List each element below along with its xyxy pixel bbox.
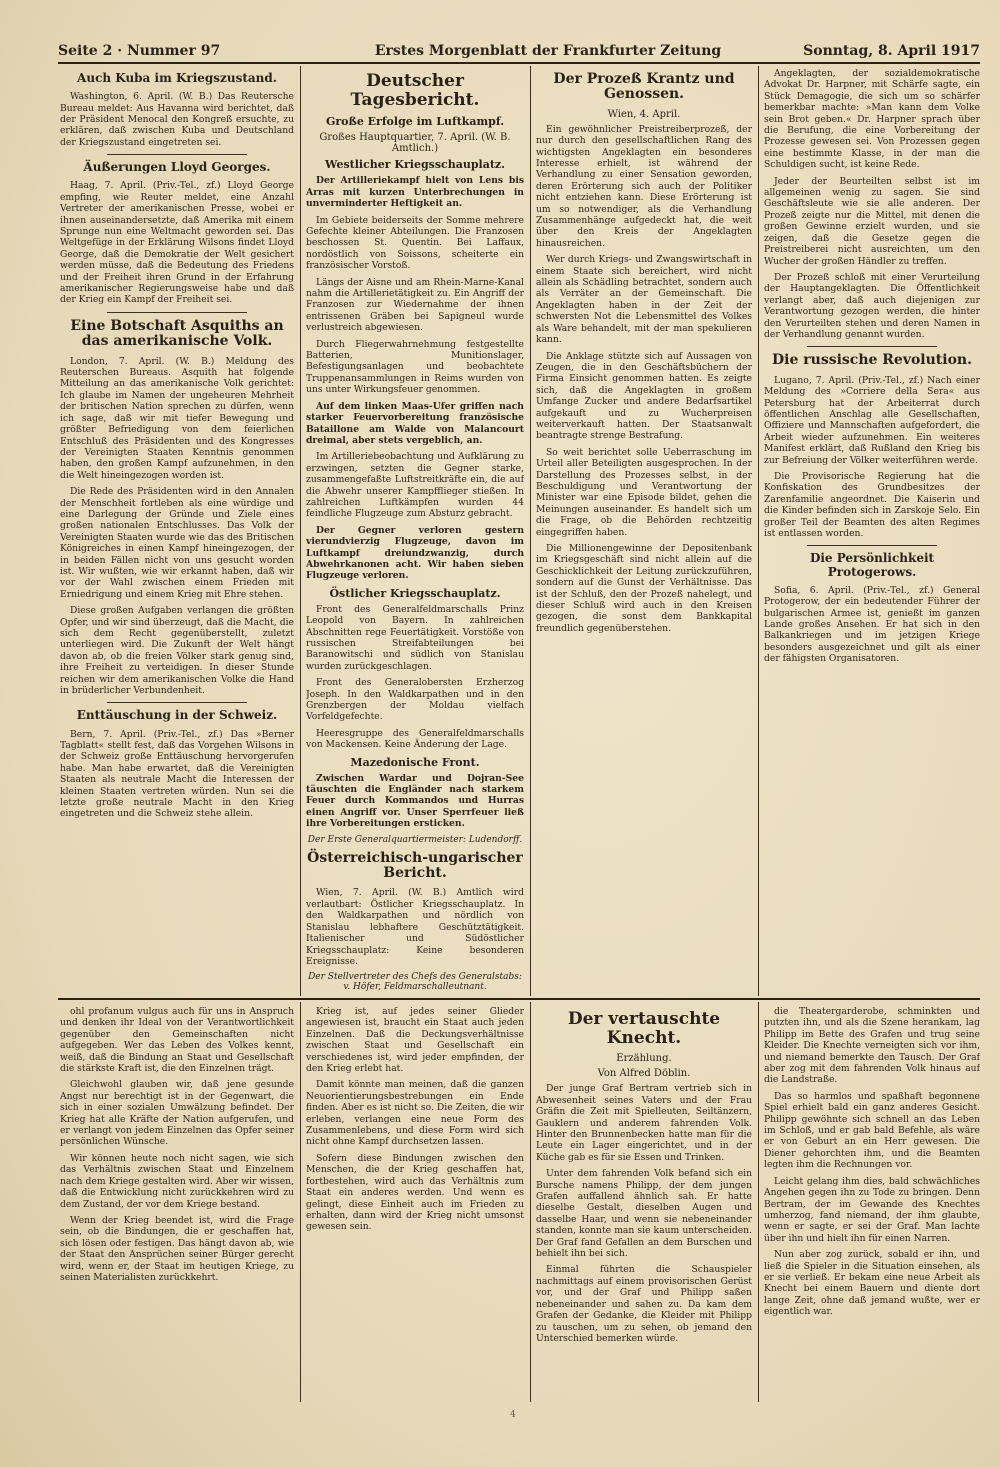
column-rule	[300, 66, 301, 996]
story-text: Der junge Graf Bertram vertrieb sich in Abwesenheit seines Vaters und der Frau Gräfin die Zeit mit Spielleuten, Seiltänzern, Gauklern und anderem fahrenden Volk. Hinter den Brunnenbecken hatte man für die Leute ein Lager eingerichtet, und in der Küche gab es für sie Essen und Trinken.	[536, 1083, 752, 1163]
article-text: Diese großen Aufgaben verlangen die größten Opfer, und wir sind überzeugt, daß die Macht, die sich dem Recht gegenüberstellt, zuletzt unterliegen wird. Die Zukunft der Welt hängt davon ab, ob die freien Völker stark genug sind, ihre Freiheit zu verteidigen. In dieser Stunde reichen wir dem amerikanischen Volke die Hand in brüderlicher Verbundenheit.	[60, 605, 294, 697]
masthead	[58, 40, 980, 64]
headline-prozess: Der Prozeß Krantz und Genossen.	[553, 71, 735, 103]
article-text: Die Anklage stützte sich auf Aussagen von Zeugen, die in den Geschäftsbüchern der Firma Einsicht genommen hatten. Es zeigte sich, daß die Angeklagten in großem Umfange Zucker und andere Bedarfsartikel aufgekauft und zu Wucherpreisen weiterverkauft hatten. Der Staatsanwalt beantragte strenge Bestrafung.	[536, 350, 752, 442]
headline-protogerow: Die Persönlichkeit Protogerows.	[809, 551, 935, 579]
article-text: Krieg ist, auf jedes seiner Glieder angewiesen ist, braucht ein Staat auch jeden Einzelnen. Daß die Deckungsverhältnisse zwischen Staat und Gesellschaft ein verschiedenes ist, wird jeder empfinden, der den Krieg erlebt hat.	[306, 1006, 524, 1075]
column-rule	[300, 1002, 301, 1402]
article-text: Im Gebiete beiderseits der Somme mehrere Gefechte kleiner Abteilungen. Die Franzosen beschossen St. Quentin. Bei Laffaux, nordöstlich von Soissons, scheiterte ein französischer Vorstoß.	[306, 214, 524, 272]
column-rule	[530, 1002, 531, 1402]
headline-oesterreich: Österreichisch-ungarischer Bericht.	[307, 849, 523, 882]
bottom-column-3	[536, 1006, 752, 1401]
article-text: Sofern diese Bindungen zwischen den Menschen, die der Krieg geschaffen hat, fortbestehen, wird auch das Verhältnis zum Staat ein anderes werden. Und wenn es gelingt, diese Einheit auch im Frieden zu erhalten, dann wird der Krieg nicht umsonst gewesen sein.	[306, 1152, 524, 1233]
article-text: ohl profanum vulgus auch für uns in Anspruch und denken ihr Ideal von der Verantwortlichkeit gegenüber den Gemeinschaften nicht aufgegeben. Wer das Leben des Volkes kennt, weiß, daß die Bindung an Staat und Gesellschaft die stärkste Kraft ist, die den Einzelnen trägt.	[60, 1006, 294, 1075]
article-text: Wir können heute noch nicht sagen, wie sich das Verhältnis zwischen Staat und Einzelnem nach dem Kriege gestalten wird. Aber wir wissen, daß die Entwicklung nicht zurückkehren wird zu dem Zustand, der vor dem Kriege bestand.	[60, 1152, 294, 1210]
headline-tagesbericht: Deutscher Tagesbericht.	[350, 71, 480, 110]
divider	[807, 346, 937, 347]
headline-lloyd-george: Äußerungen Lloyd Georges.	[83, 160, 271, 175]
column-2	[306, 68, 524, 993]
article-text: Im Artilleriebeobachtung und Aufklärung zu erzwingen, setzten die Gegner starke, zusammengefaßte Luftstreitkräfte ein, die auf die Abwehr unserer Kampfflieger stießen. In zahlreichen Luftkämpfen wurden 44 feindliche Flugzeuge zum Absturz gebracht.	[306, 451, 524, 520]
divider	[107, 702, 247, 703]
column-rule	[758, 66, 759, 996]
article-text: Zwischen Wardar und Dojran-See täuschten die Engländer nach starkem Feuer durch Kommandos und Hurras einen Angriff vor. Unser Sperrfeuer ließ ihre Vorbereitungen ersticken.	[306, 772, 524, 830]
article-text: Der Prozeß schloß mit einer Verurteilung der Hauptangeklagten. Die Öffentlichkeit verlangt aber, daß auch diejenigen zur Verantwortung gezogen werden, die hinter den Verurteilten stehen und deren Namen in der Verhandlung genannt wurden.	[764, 271, 980, 340]
article-text: Front des Generalobersten Erzherzog Joseph. In den Waldkarpathen und in den Grenzbergen der Moldau vielfach Vorfeldgefechte.	[306, 677, 524, 723]
article-text: Jeder der Beurteilten selbst ist im allgemeinen wenig zu sagen. Sie sind Geschäftsleute wie sie alle anderen. Der Prozeß zeigte nur die Mittel, mit denen die großen Gewinne erzielt wurden, und sie zeigen, daß die Gesetze gegen die Preistreiberei nicht ausreichten, um den Wucher der großen Händler zu treffen.	[764, 175, 980, 267]
signature: Der Erste Generalquartiermeister: Ludendorff.	[307, 834, 523, 845]
genre-label: Erzählung.	[616, 1053, 672, 1065]
article-text: Washington, 6. April. (W. B.) Das Reutersche Bureau meldet: Aus Havanna wird berichtet, daß der Präsident Menocal den Kongreß ersuchte, zu erklären, daß zwischen Kuba und Deutschland der Kriegszustand eingetreten sei.	[60, 91, 294, 148]
bottom-column-2	[306, 1006, 524, 1401]
page-and-issue-number: Seite 2 · Nummer 97	[58, 43, 221, 59]
newspaper-edition-title: Erstes Morgenblatt der Frankfurter Zeitung	[374, 43, 722, 59]
article-text: Ein gewöhnlicher Preistreiberprozeß, der nur durch den gesellschaftlichen Rang des wichtigsten Angeklagten ein besonderes Interesse erhielt, ist während der Verhandlung zu einer Sensation geworden, deren Erörterung sich auch der Politiker nicht entziehen kann. Diese Erörterung ist um so notwendiger, als die Verhandlung Zusammenhänge aufgedeckt hat, die weit über den Kreis der Angeklagten hinausreichen.	[536, 123, 752, 249]
article-text: Lugano, 7. April. (Priv.-Tel., zf.) Nach einer Meldung des »Corriere della Sera« aus Petersburg hat der Arbeiterrat durch öffentlichen Anschlag alle Gesellschaften, Offiziere und Mannschaften aufgefordert, die Arbeit wieder aufzunehmen. Ein weiteres Manifest erklärt, daß Rußland den Krieg bis zur Befreiung der Völker weiterführen werde.	[764, 374, 980, 466]
section-heading: Westlicher Kriegsschauplatz.	[325, 158, 505, 172]
column-4	[764, 68, 980, 993]
headline-russische-revolution: Die russische Revolution.	[772, 352, 972, 369]
article-text: Gleichwohl glauben wir, daß jene gesunde Angst nur berechtigt ist in der Gegenwart, die sich in einer sozialen Umwälzung befindet. Der Krieg hat alle Kräfte der Nation aufgerufen, und er verlangt von jedem Einzelnen das Opfer seiner persönlichen Wünsche.	[60, 1079, 294, 1148]
section-divider	[58, 998, 980, 1000]
article-text: Der Gegner verloren gestern vierundvierzig Flugzeuge, davon im Luftkampf dreiundzwanzig, durch Abwehrkanonen acht. Wir haben sieben Flugzeuge verloren.	[306, 524, 524, 582]
section-heading: Östlicher Kriegsschauplatz.	[329, 586, 501, 600]
article-text: Wien, 7. April. (W. B.) Amtlich wird verlautbart: Östlicher Kriegsschauplatz. In den Waldkarpathen und nördlich von Stanislau lebhaftere Geschütztätigkeit. Italienischer und Südöstlicher Kriegsschauplatz: Keine besonderen Ereignisse.	[306, 887, 524, 967]
story-text: Das so harmlos und spaßhaft begonnene Spiel erhielt bald ein ganz anderes Gesicht. Philipp gewöhnte sich schnell an das Leben im Schloß, und er gab bald Befehle, als wäre er von Geburt an ein Herr gewesen. Die Diener gehorchten ihm, und die Beamten legten ihm die Rechnungen vor.	[764, 1090, 980, 1171]
signature: Der Stellvertreter des Chefs des Generalstabs: v. Höfer, Feldmarschalleutnant.	[308, 972, 522, 993]
article-text: Die Rede des Präsidenten wird in den Annalen der Menschheit fortleben als eine würdige und eine Darlegung der Gründe und Ziele eines großen nationalen Entschlusses. Das Volk der Vereinigten Staaten wurde wie das des Britischen Königreiches in einen Kampf hineingezogen, der in beiden Fällen nicht von uns gesucht worden ist. Wir wußten, wie wir erkannt haben, daß wir vor der Wahl zwischen einem Frieden mit Erniedrigung und einem Krieg mit Ehre stehen.	[60, 486, 294, 600]
column-1	[60, 68, 294, 993]
issue-date: Sonntag, 8. April 1917	[803, 43, 980, 59]
article-text: London, 7. April. (W. B.) Meldung des Reuterschen Bureaus. Asquith hat folgende Mitteilung an das amerikanische Volk gerichtet: Ich glaube im Namen der ungeheuren Mehrheit der britischen Nation sprechen zu dürfen, wenn ich sage, daß wir mit tiefer Bewegung und größter Befriedigung von dem feierlichen Entschluß des Präsidenten und des Kongresses der Vereinigten Staaten Kenntnis genommen haben, den großen Kampf aufzunehmen, in den die Welt hineingezogen worden ist.	[60, 355, 294, 481]
headline-asquith: Eine Botschaft Asquiths an das amerikanische Volk.	[70, 317, 284, 350]
headline-schweiz: Enttäuschung in der Schweiz.	[76, 708, 278, 723]
divider	[107, 312, 247, 313]
section-heading: Mazedonische Front.	[350, 755, 480, 769]
bottom-column-1	[60, 1006, 294, 1401]
story-text: Einmal führten die Schauspieler nachmittags auf einem provisorischen Gerüst vor, und der Graf und Philipp saßen nebeneinander und sahen zu. Da kam dem Grafen der Gedanke, die Kleider mit Philipp zu tauschen, um zu sehen, ob jemand den Unterschied bemerken würde.	[536, 1264, 752, 1344]
article-text: Der Artilleriekampf hielt von Lens bis Arras mit kurzen Unterbrechungen in unverminderter Heftigkeit an.	[306, 175, 524, 210]
story-text: Leicht gelang ihm dies, bald schwächliches Angehen gegen ihn zu Tode zu bringen. Denn Bertram, der im Gewande des Knechtes umherzog, fand niemand, der ihm glaubte, wenn er sagte, er sei der Graf. Man lachte über ihn und hielt ihn für einen Narren.	[764, 1175, 980, 1244]
article-text: Haag, 7. April. (Priv.-Tel., zf.) Lloyd George empfing, wie Reuter meldet, eine Anzahl Vertreter der amerikanischen Presse, wobei er ihnen auseinandersetzte, daß Amerika mit einem Sprunge nun eine Weltmacht geworden sei. Das Weltgefüge in der Erklärung Wilsons findet Lloyd George, daß die Demokratie der Welt gesichert werden müsse, daß die Bedeutung des Friedens und der Freiheit ihren Grund in der Erfahrung amerikanischer Regierungsweise habe und daß der Krieg ein Kampf der Freiheit sei.	[60, 180, 294, 306]
column-3	[536, 68, 752, 993]
headline-kuba: Auch Kuba im Kriegszustand.	[77, 71, 277, 85]
page-number: 4	[510, 1410, 516, 1420]
divider	[807, 545, 937, 546]
article-text: Sofia, 6. April. (Priv.-Tel., zf.) General Protogerow, der ein bedeutender Führer der bulgarischen Armee ist, genießt im ganzen Lande großes Ansehen. Er hat sich in den Balkankriegen und im jetzigen Kriege besonders ausgezeichnet und gilt als einer der fähigsten Organisatoren.	[764, 584, 980, 665]
article-text: Front des Generalfeldmarschalls Prinz Leopold von Bayern. In zahlreichen Abschnitten rege Feuertätigkeit. Vorstöße von russischen Streifabteilungen bei Baranowitschi und südlich von Stanislau wurden zurückgeschlagen.	[306, 603, 524, 672]
column-rule	[758, 1002, 759, 1402]
article-text: Durch Fliegerwahrnehmung festgestellte Batterien, Munitionslager, Befestigungsanlagen und beobachtete Truppenansammlungen in Reims wurden von uns unter Wirkungsfeuer genommen.	[306, 338, 524, 396]
author-byline: Von Alfred Döblin.	[597, 1068, 691, 1080]
divider	[107, 154, 247, 155]
article-text: Die Provisorische Regierung hat die Konfiskation des Grundbesitzes der Zarenfamilie angeordnet. Die Kaiserin und die Kinder befinden sich in Zarskoje Selo. Ein großer Teil der Beamten des alten Regimes ist entlassen worden.	[764, 470, 980, 540]
article-text: Bern, 7. April. (Priv.-Tel., zf.) Das »Berner Tagblatt« stellt fest, daß das Vorgehen Wilsons in der Schweiz große Enttäuschung hervorgerufen habe. Man habe erwartet, daß die Vereinigten Staaten als neutrale Macht die Interessen der kleinen Staaten vertreten würden. Nun sei die letzte große neutrale Macht in den Krieg eingetreten und die Schweiz stehe allein.	[60, 728, 294, 820]
article-text: So weit berichtet solle Ueberraschung im Urteil aller Beteiligten ausgesprochen. In der Darstellung des Prozesses selbst, in der Beschuldigung und Verantwortung der Minister war eine Episode bildet, gehen die Meinungen auseinander. Es handelt sich um die Frage, ob die Behörden rechtzeitig eingegriffen haben.	[536, 446, 752, 538]
article-text: Wer durch Kriegs- und Zwangswirtschaft in einem Staate sich bereichert, wird nicht allein als Schädling betrachtet, sondern auch als Verräter an der Gemeinschaft. Die Angeklagten haben in der Zeit der schwersten Not die Lebensmittel des Volkes als Ware behandelt, mit der man spekulieren kann.	[536, 254, 752, 346]
article-text: Damit könnte man meinen, daß die ganzen Neuorientierungsbestrebungen ein Ende finden. Aber es ist nicht so. Die Zeiten, die wir erleben, verlangen eine neue Form des Zusammenlebens, und diese Form wird sich nicht ohne Kampf durchsetzen lassen.	[306, 1079, 524, 1148]
headline-vertauschte-knecht: Der vertauschte Knecht.	[567, 1009, 721, 1048]
subheadline: Große Erfolge im Luftkampf.	[325, 115, 505, 129]
article-text: Längs der Aisne und am Rhein-Marne-Kanal nahm die Artillerietätigkeit zu. Ein Angriff der Franzosen zur Wiedernahme der ihnen entrissenen Gräben bei Sapigneul wurde verlustreich abgewiesen.	[306, 276, 524, 334]
article-text: Die Millionengewinne der Depositenbank im Kriegsgeschäft sind nicht allein auf die Geschicklichkeit der Leitung zurückzuführen, sondern auf die Gunst der Verhältnisse. Das ist der Schluß, den der Prozeß nahelegt, und dieser Schluß wird auch in den Kreisen gezogen, die sonst dem Bankkapital freundlich gegenüberstehen.	[536, 543, 752, 634]
bottom-column-4	[764, 1006, 980, 1401]
dateline: Wien, 4. April.	[607, 108, 681, 120]
story-text: Unter dem fahrenden Volk befand sich ein Bursche namens Philipp, der dem jungen Grafen auffallend ähnlich sah. Er hatte dieselbe Gestalt, dieselben Augen und dasselbe Haar, und wenn sie nebeneinander standen, konnte man sie kaum unterscheiden. Der Graf fand Gefallen an dem Burschen und behielt ihn bei sich.	[536, 1168, 752, 1260]
story-text: die Theatergarderobe, schminkten und putzten ihn, und als die Szene herankam, lag Philipp im Bette des Grafen und trug seine Kleider. Die Knechte verneigten sich vor ihm, und niemand bemerkte den Tausch. Der Graf aber zog mit dem fahrenden Volk hinaus auf die Landstraße.	[764, 1006, 980, 1086]
story-text: Nun aber zog zurück, sobald er ihn, und ließ die Spieler in die Situation einsehen, als er sie verließ. Er bekam eine neue Arbeit als Knecht bei einem Bauern und diente dort lange Zeit, ohne daß jemand wußte, wer er eigentlich war.	[764, 1249, 980, 1318]
article-text: Auf dem linken Maas-Ufer griffen nach starker Feuervorbereitung französische Bataillone am Walde von Malancourt dreimal, aber stets vergeblich, an.	[306, 400, 524, 446]
article-text: Wenn der Krieg beendet ist, wird die Frage sein, ob die Bindungen, die er geschaffen hat, sich lösen oder festigen. Das hängt davon ab, wie der Staat den Ansprüchen seiner Bürger gerecht wird, wenn er, der Staat im heutigen Kriege, zu seinen Materialisten zurückkehrt.	[60, 1214, 294, 1283]
article-text: Heeresgruppe des Generalfeldmarschalls von Mackensen. Keine Änderung der Lage.	[306, 727, 524, 751]
column-rule	[530, 66, 531, 996]
dateline: Großes Hauptquartier, 7. April. (W. B. Amtlich.)	[319, 132, 511, 155]
article-text: Angeklagten, der sozialdemokratische Advokat Dr. Harpner, mit Schärfe sagte, ein Stück Demagogie, die sich um so schärfer bemerkbar machte: »Man kann dem Volke sein Brot geben.« Dr. Harpner sprach über die Berufung, die eine Vorbereitung der Prozesse gewesen sei. Von Prozessen gegen eine bestimmte Klasse, in der man die Schuldigen sucht, ist keine Rede.	[764, 68, 980, 171]
